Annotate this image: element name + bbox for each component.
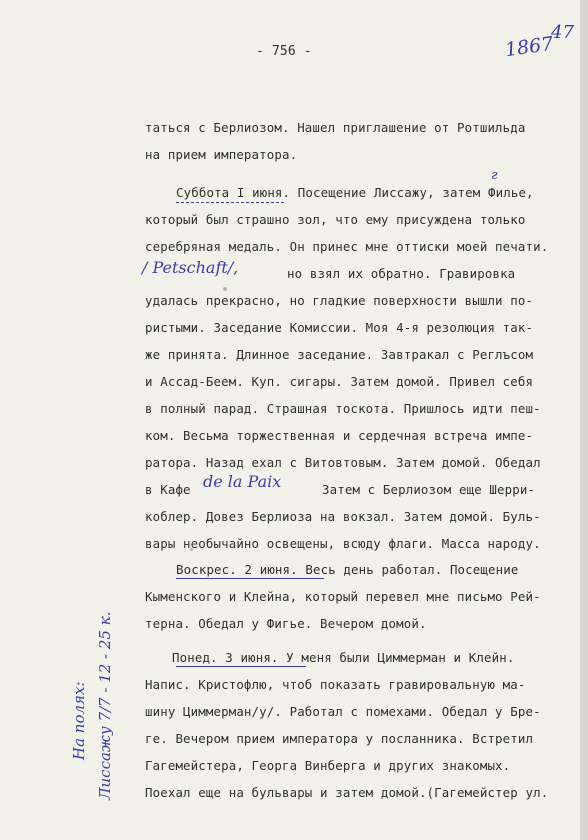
text-line: ком. Весьма торжественная и сердечная встреча импе- <box>145 428 534 443</box>
ink-blot <box>190 548 193 551</box>
text-line: вары необычайно освещены, всюду флаги. Масса народу. <box>145 536 541 551</box>
text-line: Кыменского и Клейна, который перевел мне письмо Рей- <box>145 589 541 604</box>
text-line: терна. Обедал у Фигье. Вечером домой. <box>145 616 427 631</box>
text-line: и Ассад-Беем. Куп. сигары. Затем домой. Привел себя <box>145 374 534 389</box>
text-line: ге. Вечером прием императора у посланника. Встретил <box>145 731 534 746</box>
handwritten-cafe-name: de la Paix <box>203 472 282 491</box>
handwritten-correction: г <box>491 168 498 183</box>
page-edge <box>580 0 588 840</box>
handwritten-insert-petschaft: / Petschaft/, <box>142 258 239 277</box>
text-line: Понед. 3 июня. У меня были Циммерман и Клейн. <box>172 650 515 665</box>
date-underline <box>176 578 324 579</box>
text-line: но взял их обратно. Гравировка <box>287 266 516 281</box>
margin-note-text: Лиссажу 7/7 - 12 - 25 к. <box>96 611 114 800</box>
text-line: который был страшно зол, что ему присуждена только <box>145 212 526 227</box>
text-line: на прием императора. <box>145 147 298 162</box>
page-number: - 756 - <box>256 44 312 59</box>
text-line: коблер. Довез Берлиоза на вокзал. Затем домой. Буль- <box>145 509 541 524</box>
text-line: шину Циммерман/у/. Работал с помехами. Обедал у Бре- <box>145 704 541 719</box>
text-line: ристыми. Заседание Комиссии. Моя 4-я резолюция так- <box>145 320 534 335</box>
text-line: Гагемейстера, Георга Винберга и других знакомых. <box>145 758 511 773</box>
text-line: Затем с Берлиозом еще Шерри- <box>322 482 536 497</box>
text-line: таться с Берлиозом. Нашел приглашение от Ротшильда <box>145 120 526 135</box>
text-line: удалась прекрасно, но гладкие поверхности вышли по- <box>145 293 534 308</box>
text-line: серебряная медаль. Он принес мне оттиски моей печати. <box>145 239 549 254</box>
text-line: в Кафе <box>145 482 191 497</box>
text-line: Поехал еще на бульвары и затем домой.(Гагемейстер ул. <box>145 785 549 800</box>
text-line: ратора. Назад ехал с Витовтовым. Затем домой. Обедал <box>145 455 541 470</box>
archive-number: 47 <box>551 22 574 43</box>
year-annotation: 1867 <box>503 32 555 62</box>
text-line: Воскрес. 2 июня. Весь день работал. Посещение <box>176 562 519 577</box>
margin-note-label: На полях: <box>70 681 88 760</box>
date-underline <box>176 666 306 667</box>
text-line: в полный парад. Страшная тоскота. Пришлось идти пеш- <box>145 401 541 416</box>
text-line: Суббота I июня. Посещение Лиссажу, затем Филье, <box>176 185 534 200</box>
ink-blot <box>223 287 227 291</box>
text-line: Напис. Кристофлю, чтоб показать гравировальную ма- <box>145 677 526 692</box>
text-line: же принята. Длинное заседание. Завтракал с Реглъсом <box>145 347 534 362</box>
date-underline <box>176 202 284 203</box>
